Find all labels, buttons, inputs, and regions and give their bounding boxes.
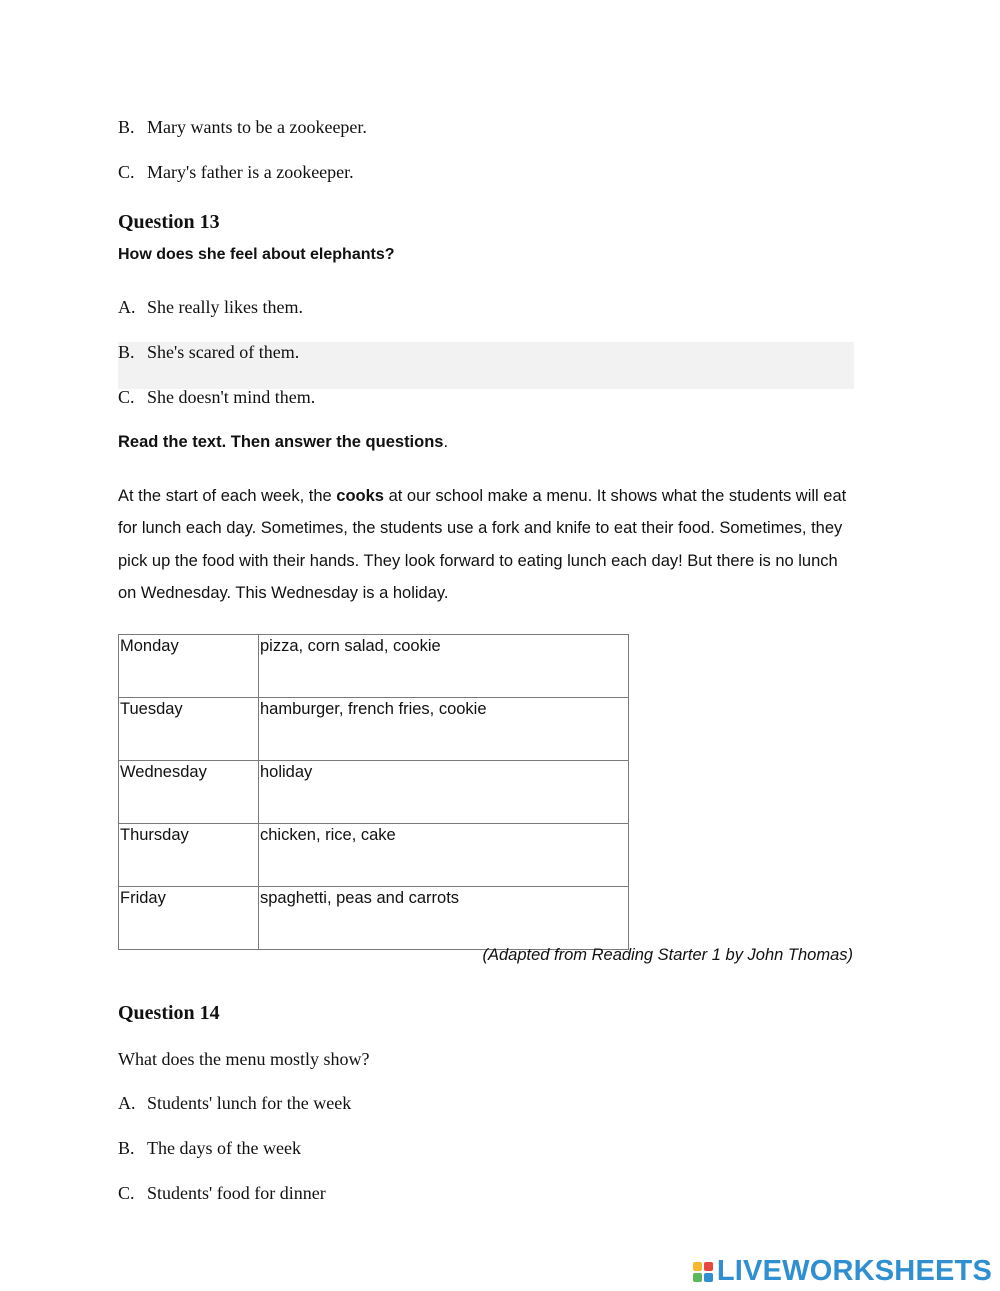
liveworksheets-logo	[693, 1255, 992, 1288]
table-row	[119, 824, 629, 887]
passage-start: At the start of each week, the	[118, 487, 337, 505]
q14-option-a[interactable]	[118, 1093, 351, 1114]
option-text: She doesn't mind them.	[147, 387, 316, 407]
menu-food: holiday	[259, 761, 629, 824]
table-row	[119, 761, 629, 824]
q13-prompt: How does she feel about elephants?	[118, 246, 395, 263]
menu-food: pizza, corn salad, cookie	[259, 635, 629, 698]
q14-option-c[interactable]	[118, 1183, 326, 1204]
menu-day: Tuesday	[119, 698, 259, 761]
option-letter: B.	[118, 1138, 135, 1158]
option-text: Students' lunch for the week	[147, 1093, 352, 1113]
menu-day: Thursday	[119, 824, 259, 887]
passage-bold-word: cooks	[336, 487, 384, 505]
q14-prompt: What does the menu mostly show?	[118, 1049, 370, 1069]
q14-option-b[interactable]	[118, 1138, 301, 1159]
option-text: Mary wants to be a zookeeper.	[147, 117, 367, 137]
menu-food: hamburger, french fries, cookie	[259, 698, 629, 761]
q12-option-c[interactable]	[118, 162, 354, 183]
passage-rest: at our school make a menu. It shows what the students will eat for lunch each day. Sometimes, the students use a fork and knife to eat their food. Sometimes, they pick up the food with their hands. They look forward to eating lunch each day! But there is no lunch on Wednesday. This Wednesday is a holiday.	[118, 487, 847, 602]
lunch-menu-table	[118, 634, 629, 950]
q12-option-b[interactable]	[118, 117, 367, 138]
menu-day: Wednesday	[119, 761, 259, 824]
q13-option-a[interactable]	[118, 297, 303, 318]
instruction-bold: Read the text. Then answer the questions	[118, 433, 444, 451]
q13-option-c[interactable]	[118, 387, 315, 408]
option-letter: A.	[118, 297, 136, 317]
source-credit: (Adapted from Reading Starter 1 by John Thomas)	[482, 946, 853, 964]
option-letter: A.	[118, 1093, 136, 1113]
menu-day: Monday	[119, 635, 259, 698]
option-text: Mary's father is a zookeeper.	[147, 162, 354, 182]
logo-blocks-icon	[693, 1262, 713, 1282]
option-text: She's scared of them.	[147, 342, 300, 362]
option-letter: B.	[118, 117, 135, 137]
option-letter: B.	[118, 342, 135, 362]
menu-food: chicken, rice, cake	[259, 824, 629, 887]
q13-heading: Question 13	[118, 211, 220, 233]
table-row	[119, 635, 629, 698]
table-row	[119, 887, 629, 950]
option-text: Students' food for dinner	[147, 1183, 326, 1203]
option-letter: C.	[118, 387, 135, 407]
table-row	[119, 698, 629, 761]
menu-food: spaghetti, peas and carrots	[259, 887, 629, 950]
logo-text: LIVEWORKSHEETS	[716, 1255, 992, 1287]
option-letter: C.	[118, 1183, 135, 1203]
reading-passage	[118, 480, 858, 609]
q13-option-b[interactable]	[118, 342, 299, 363]
q14-heading: Question 14	[118, 1002, 220, 1024]
instruction-tail: .	[443, 433, 449, 451]
menu-day: Friday	[119, 887, 259, 950]
reading-instruction	[118, 433, 448, 452]
option-text: The days of the week	[147, 1138, 301, 1158]
option-letter: C.	[118, 162, 135, 182]
option-text: She really likes them.	[147, 297, 303, 317]
